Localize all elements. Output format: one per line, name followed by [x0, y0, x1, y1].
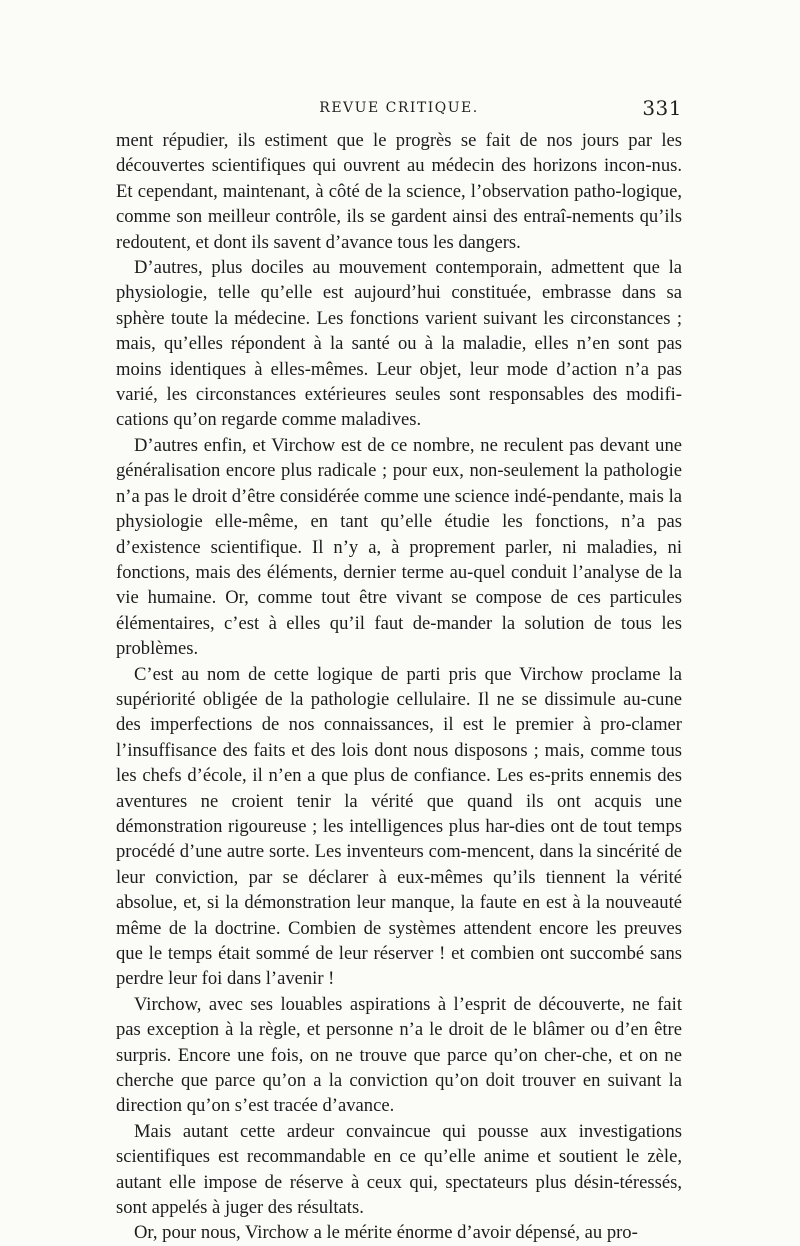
paragraph: D’autres, plus dociles au mouvement contemporain, admettent que la physiologie, telle qu’elle est aujourd’hui constituée, embrasse dans sa sphère toute la médecine. Les fonctions varient suivant les circonstances ; mais, qu’elles répondent à la santé ou à la maladie, elles n’en sont pas moins identiques à elles-mêmes. Leur objet, leur mode d’action n’a pas varié, les circonstances extérieures seules sont responsables des modifi-cations qu’on regarde comme maladives.	[116, 257, 682, 431]
paragraph: C’est au nom de cette logique de parti pris que Virchow proclame la supériorité obligée de la pathologie cellulaire. Il ne se dissimule au-cune des imperfections de nos connaissances, il est le premier à pro-clamer l’insuffisance des faits et des lois dont nous disposons ; mais, comme tous les chefs d’école, il n’en a que plus de confiance. Les es-prits ennemis des aventures ne croient tenir la vérité que quand ils ont acquis une démonstration rigoureuse ; les intelligences plus har-dies ont de tout temps procédé d’une autre sorte. Les inventeurs com-mencent, dans la sincérité de leur conviction, par se déclarer à eux-mêmes qu’ils tiennent la vérité absolue, et, si la démonstration leur manque, la faute en est à la nouveauté même de la doctrine. Combien de systèmes attendent encore les preuves que le temps était sommé de leur réserver ! et combien ont succombé sans perdre leur foi dans l’avenir !	[116, 663, 682, 990]
paragraph-continuation: ment répudier, ils estiment que le progrès se fait de nos jours par les découvertes scientifiques qui ouvrent au médecin des horizons incon-nus. Et cependant, maintenant, à côté de la science, l’observation patho-logique, comme son meilleur contrôle, ils se gardent ainsi des entraî-nements qu’ils redoutent, et dont ils savent d’avance tous les dangers.	[116, 130, 682, 253]
page-header	[116, 96, 682, 122]
paragraph: Virchow, avec ses louables aspirations à l’esprit de découverte, ne fait pas exception à la règle, et personne n’a le droit de le blâmer ou d’en être surpris. Encore une fois, on ne trouve que parce qu’on cher-che, et on ne cherche que parce qu’on a la conviction qu’on doit trouver en suivant la direction qu’on s’est tracée d’avance.	[116, 993, 682, 1117]
body-text	[116, 128, 682, 1246]
paragraph: Or, pour nous, Virchow a le mérite énorme d’avoir dépensé, au pro-	[134, 1222, 638, 1244]
paragraph: Mais autant cette ardeur convaincue qui pousse aux investigations scientifiques est recommandable en ce qu’elle anime et soutient le zèle, autant elle impose de réserve à ceux qui, spectateurs plus désin-téressés, sont appelés à juger des résultats.	[116, 1120, 682, 1219]
running-title: REVUE CRITIQUE.	[319, 100, 479, 116]
page-number: 331	[642, 96, 682, 120]
paragraph: D’autres enfin, et Virchow est de ce nombre, ne reculent pas devant une généralisation encore plus radicale ; pour eux, non-seulement la pathologie n’a pas le droit d’être considérée comme une science indé-pendante, mais la physiologie elle-même, en tant qu’elle étudie les fonctions, n’a pas d’existence scientifique. Il n’y a, à proprement parler, ni maladies, ni fonctions, mais des éléments, dernier terme au-quel conduit l’analyse de la vie humaine. Or, comme tout être vivant se compose de ces particules élémentaires, c’est à elles qu’il faut de-mander la solution de tous les problèmes.	[116, 434, 682, 660]
